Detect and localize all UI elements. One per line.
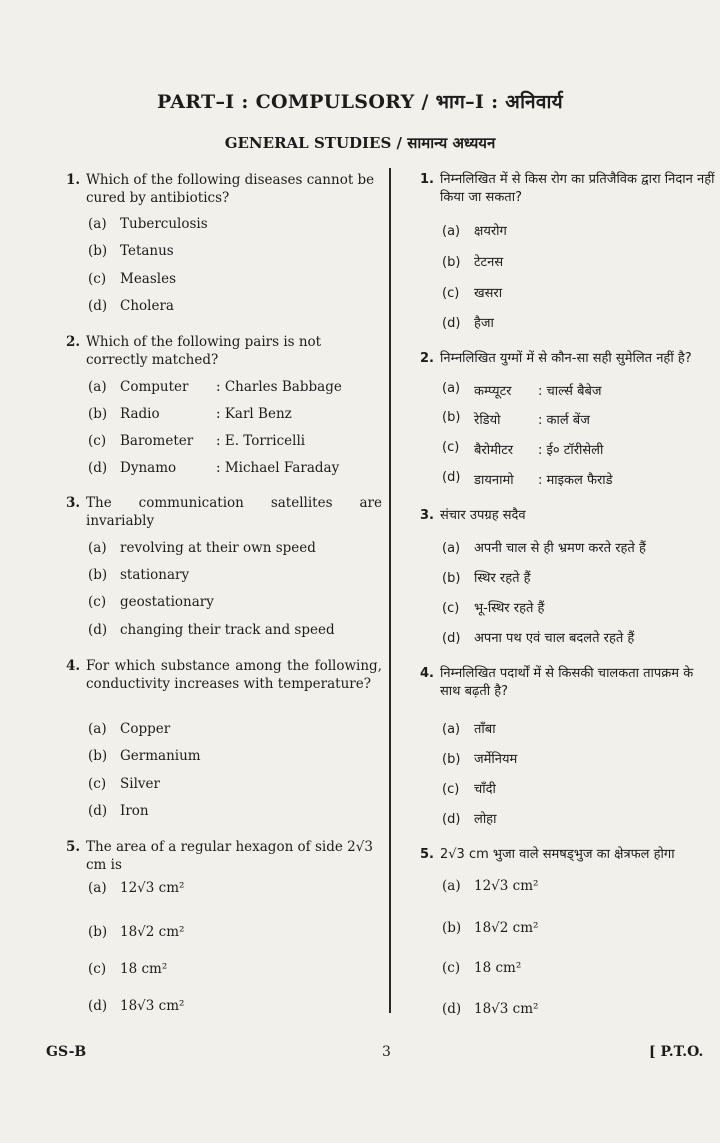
question-2-en [66,333,382,369]
option-d: (d) 18√3 cm² [442,1001,539,1017]
question-1-en [66,171,382,207]
option-d: (d) लोहा [442,812,497,827]
option-c: (c) चाँदी [442,782,496,797]
option-d: (d) अपना पथ एवं चाल बदलते रहते हैं [442,631,635,646]
question-number: 2. [420,351,434,366]
question-text: निम्नलिखित युग्मों में से कौन-सा सही सुमेलित नहीं है? [440,351,692,366]
question-number: 5. [420,847,434,862]
option-a: (a) 12√3 cm² [88,880,185,896]
option-b: (b) stationary [88,567,190,583]
question-number: 3. [66,495,81,511]
question-text: 2√3 cm भुजा वाले समषड्भुज का क्षेत्रफल होगा [440,847,675,862]
question-text: The communication satellites are invariably [86,495,382,529]
question-number: 4. [420,666,434,681]
page-number: 3 [382,1044,391,1060]
question-text: संचार उपग्रह सदैव [440,508,526,523]
question-5-en [66,838,382,874]
question-text: For which substance among the following, conductivity increases with temperature? [86,658,382,692]
question-number: 3. [420,508,434,523]
question-4-hi [420,665,716,701]
option-b: (b) जर्मेनियम [442,752,518,767]
option-a: (a) Tuberculosis [88,216,208,232]
question-4-en [66,657,382,693]
column-divider [389,168,391,1013]
option-c: (c) geostationary [88,594,214,610]
question-text: निम्नलिखित में से किस रोग का प्रतिजैविक द्वारा निदान नहीं किया जा सकता? [440,172,715,205]
question-number: 4. [66,658,81,674]
option-b: (b) Germanium [88,748,201,764]
question-number: 5. [66,839,81,855]
question-text: The area of a regular hexagon of side 2√3 cm is [86,839,373,873]
option-d: (d) 18√3 cm² [88,998,185,1014]
question-text: Which of the following diseases cannot be cured by antibiotics? [86,172,375,206]
pto-note: [ P.T.O. [649,1044,704,1060]
option-a: (a) 12√3 cm² [442,878,539,894]
option-d: (d) changing their track and speed [88,622,335,638]
option-c: (c) खसरा [442,286,503,301]
subject-heading: GENERAL STUDIES / सामान्य अध्ययन [224,134,496,152]
option-a: (a) ताँबा [442,722,496,737]
question-number: 1. [420,172,434,187]
option-d: (d) Cholera [88,298,174,314]
option-a: (a) revolving at their own speed [88,540,316,556]
question-number: 2. [66,334,81,350]
option-c: (c) भू-स्थिर रहते हैं [442,601,545,616]
option-a: (a) क्षयरोग [442,224,507,239]
option-d: (d) Iron [88,803,149,819]
question-3-en [66,494,382,530]
option-a: (a) Copper [88,721,171,737]
option-c: (c) Silver [88,776,160,792]
option-a: (a) अपनी चाल से ही भ्रमण करते रहते हैं [442,541,646,556]
question-text: Which of the following pairs is not correctly matched? [86,334,322,368]
question-2-hi [420,350,716,368]
question-1-hi [420,171,716,207]
option-c: (c) Measles [88,271,177,287]
option-b: (b) Tetanus [88,243,174,259]
option-b: (b) 18√2 cm² [88,924,185,940]
question-number: 1. [66,172,81,188]
part-heading: PART–I : COMPULSORY / भाग–I : अनिवार्य [157,91,563,113]
question-text: निम्नलिखित पदार्थों में से किसकी चालकता तापक्रम के साथ बढ़ती है? [440,666,694,699]
option-d: (d) हैजा [442,316,494,331]
option-b: (b) स्थिर रहते हैं [442,571,531,586]
question-5-hi [420,846,716,864]
option-c: (c) 18 cm² [88,961,168,977]
paper-code: GS-B [46,1044,87,1060]
option-b: (b) टेटनस [442,255,504,270]
question-3-hi [420,507,716,525]
option-b: (b) 18√2 cm² [442,920,539,936]
option-c: (c) 18 cm² [442,960,522,976]
